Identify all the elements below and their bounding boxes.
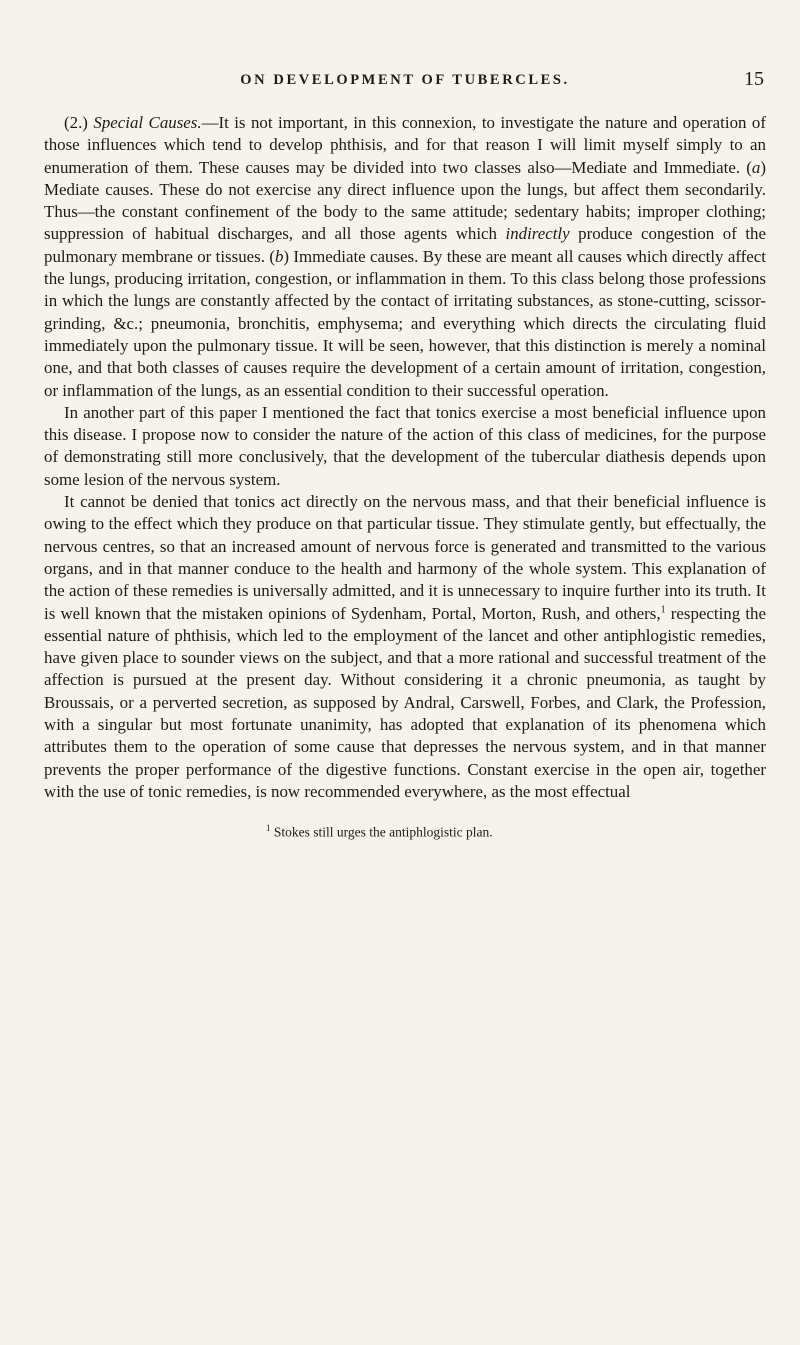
section-number: (2.) xyxy=(64,113,94,132)
paragraph-text: It cannot be denied that tonics act directly on the nervous mass, and that their beneficial influence is owing to the effect which they produce on that particular tissue. They stimulate gently, but effectually, the nervous centres, so that an increased amount of nervous force is generated and transmitted to the various organs, and in that manner conduce to the health and harmony of the whole system. This explanation of the action of these remedies is universally admitted, and it is unnecessary to inquire further into its truth. It is well known that the mistaken opinions of Sydenham, Portal, Morton, Rush, and others, xyxy=(44,492,766,623)
paragraph-text: ) Mediate causes. These do not exercise any direct influence upon the lungs, but affect them secondarily. Thus—the constant confinement of the body to the same attitude; sedentary habits; improper clothing; suppression of habitual discharges, and all those agents which xyxy=(44,157,766,244)
running-head xyxy=(44,68,766,112)
running-title: ON DEVELOPMENT OF TUBERCLES. xyxy=(240,72,570,88)
book-page xyxy=(44,0,766,1345)
footnote-marker: 1 xyxy=(266,823,271,834)
paragraph-tonics: In another part of this paper I mentioned the fact that tonics exercise a most beneficial influence upon this disease. I propose now to consider the nature of the action of this class of medicines, for the purpose of demonstrating still more conclusively, that the development of the tubercular diathesis depends upon some lesion of the nervous system. xyxy=(44,402,766,489)
paragraph-special-causes xyxy=(44,112,766,402)
page-number: 15 xyxy=(744,68,764,90)
section-heading: Special Causes. xyxy=(93,113,202,132)
footnote xyxy=(44,819,766,842)
paragraph-text: —It is not important, in this connexion, to investigate the nature and operation of those influences which tend to develop phthisis, and for that reason I will limit myself simply to an enumeration of them. These causes may be divided into two classes also—Mediate and Immediate. ( xyxy=(44,113,766,177)
list-marker-a: a xyxy=(751,157,761,177)
paragraph-text: respecting the essential nature of phthisis, which led to the employment of the lancet and other antiphlogistic remedies, have given place to sounder views on the subject, and that a more rational and successful treatment of the affection is pursued at the present day. Without considering it a chronic pneumonia, as taught by Broussais, or a perverted secretion, as supposed by Andral, Carswell, Forbes, and Clark, the Profession, with a singular but most fortunate unanimity, has adopted that explanation of its phenomena which attributes them to the operation of some cause that depresses the nervous system, and in that manner prevents the proper performance of the digestive functions. Constant exercise in the open air, together with the use of tonic remedies, is now recommended everywhere, as the most effectual xyxy=(44,603,766,801)
paragraph-text: produce congestion of the pulmonary membrane or tissues. ( xyxy=(44,224,766,266)
body-text xyxy=(44,112,766,803)
paragraph-nervous-mass xyxy=(44,491,766,803)
list-marker-b: b xyxy=(274,246,284,266)
footnote-reference: 1 xyxy=(660,603,666,615)
emphasis-text: indirectly xyxy=(505,224,570,244)
footnote-text: Stokes still urges the antiphlogistic plan. xyxy=(270,824,493,840)
paragraph-text: ) Immediate causes. By these are meant all causes which directly affect the lungs, producing irritation, congestion, or inflammation in them. To this class belong those professions in which the lungs are constantly affected by the contact of irritating substances, as stone-cutting, scissor-grinding, &c.; pneumonia, bronchitis, emphysema; and everything which directs the circulating fluid immediately upon the pulmonary tissue. It will be seen, however, that this distinction is merely a nominal one, and that both classes of causes require the development of a certain amount of irritation, congestion, or inflammation of the lungs, as an essential condition to their successful operation. xyxy=(44,246,766,400)
